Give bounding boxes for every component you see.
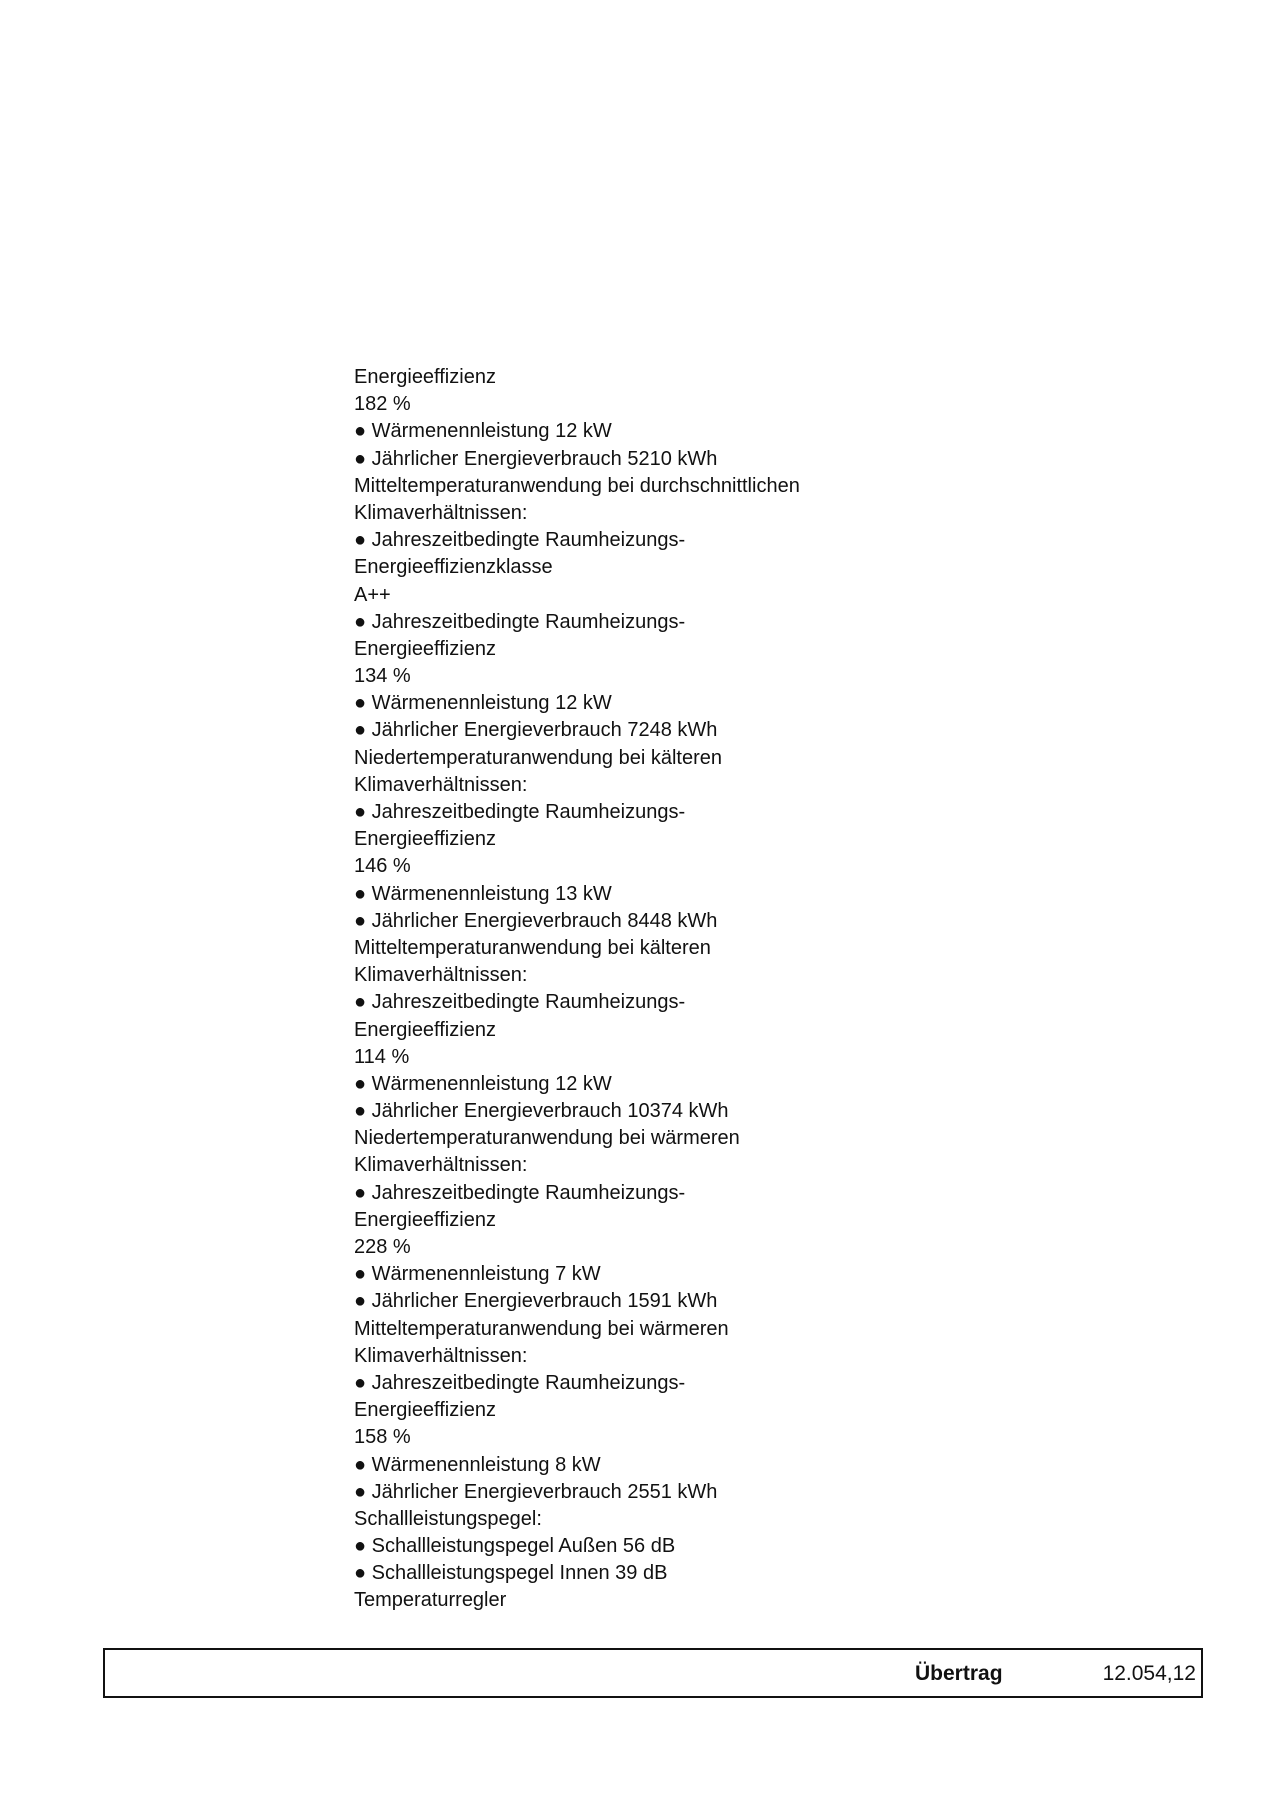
text-line: ● Jährlicher Energieverbrauch 1591 kWh — [354, 1290, 718, 1313]
text-line: ● Jahreszeitbedingte Raumheizungs- — [354, 610, 686, 633]
text-line: Klimaverhältnissen: — [354, 501, 528, 524]
text-line: 146 % — [354, 855, 411, 878]
text-line: Energieeffizienz — [354, 828, 496, 851]
text-line: ● Jährlicher Energieverbrauch 7248 kWh — [354, 719, 718, 742]
text-line: A++ — [354, 583, 391, 606]
carryover-amount: 12.054,12 — [1102, 1662, 1196, 1685]
text-line: ● Wärmenennleistung 13 kW — [354, 882, 612, 905]
carryover-label: Übertrag — [915, 1662, 1003, 1685]
text-line: ● Jahreszeitbedingte Raumheizungs- — [354, 1371, 686, 1394]
text-line: ● Jährlicher Energieverbrauch 5210 kWh — [354, 447, 718, 470]
text-line: ● Schallleistungspegel Innen 39 dB — [354, 1562, 668, 1585]
text-line: Mitteltemperaturanwendung bei durchschnittlichen — [354, 474, 800, 497]
text-line: Mitteltemperaturanwendung bei wärmeren — [354, 1317, 729, 1340]
text-line: Klimaverhältnissen: — [354, 1344, 528, 1367]
text-line: Energieeffizienzklasse — [354, 556, 553, 579]
text-line: ● Jährlicher Energieverbrauch 2551 kWh — [354, 1480, 718, 1503]
text-line: ● Schallleistungspegel Außen 56 dB — [354, 1535, 676, 1558]
carryover-box — [103, 1648, 1203, 1698]
text-line: Energieeffizienz — [354, 366, 496, 388]
text-line: Klimaverhältnissen: — [354, 1154, 528, 1177]
text-line: ● Jahreszeitbedingte Raumheizungs- — [354, 529, 686, 552]
text-line: ● Jährlicher Energieverbrauch 10374 kWh — [354, 1100, 729, 1123]
text-line: Klimaverhältnissen: — [354, 964, 528, 987]
text-line: ● Wärmenennleistung 12 kW — [354, 692, 612, 715]
text-line: Niedertemperaturanwendung bei kälteren — [354, 746, 723, 769]
text-line: 228 % — [354, 1236, 411, 1258]
text-line: Temperaturregler — [354, 1589, 507, 1612]
text-line: Energieeffizienz — [354, 1208, 496, 1231]
text-line: Klimaverhältnissen: — [354, 773, 528, 796]
text-line: 114 % — [354, 1045, 410, 1068]
text-line: 182 % — [354, 393, 411, 416]
spec-text-block — [354, 364, 914, 1615]
text-line: Energieeffizienz — [354, 1018, 496, 1041]
text-line: Mitteltemperaturanwendung bei kälteren — [354, 936, 711, 959]
text-line: ● Jährlicher Energieverbrauch 8448 kWh — [354, 909, 718, 932]
text-line: ● Wärmenennleistung 12 kW — [354, 1072, 612, 1095]
text-line: 158 % — [354, 1426, 411, 1449]
text-line: ● Wärmenennleistung 8 kW — [354, 1453, 601, 1476]
text-line: ● Wärmenennleistung 12 kW — [354, 420, 612, 443]
text-line: Niedertemperaturanwendung bei wärmeren — [354, 1127, 740, 1150]
text-line: Energieeffizienz — [354, 637, 496, 660]
text-line: ● Jahreszeitbedingte Raumheizungs- — [354, 801, 686, 823]
text-line: Schallleistungspegel: — [354, 1507, 542, 1530]
text-line: ● Jahreszeitbedingte Raumheizungs- — [354, 1181, 686, 1204]
text-line: Energieeffizienz — [354, 1399, 496, 1422]
text-line: ● Wärmenennleistung 7 kW — [354, 1263, 601, 1286]
text-line: ● Jahreszeitbedingte Raumheizungs- — [354, 991, 686, 1014]
text-line: 134 % — [354, 665, 411, 688]
